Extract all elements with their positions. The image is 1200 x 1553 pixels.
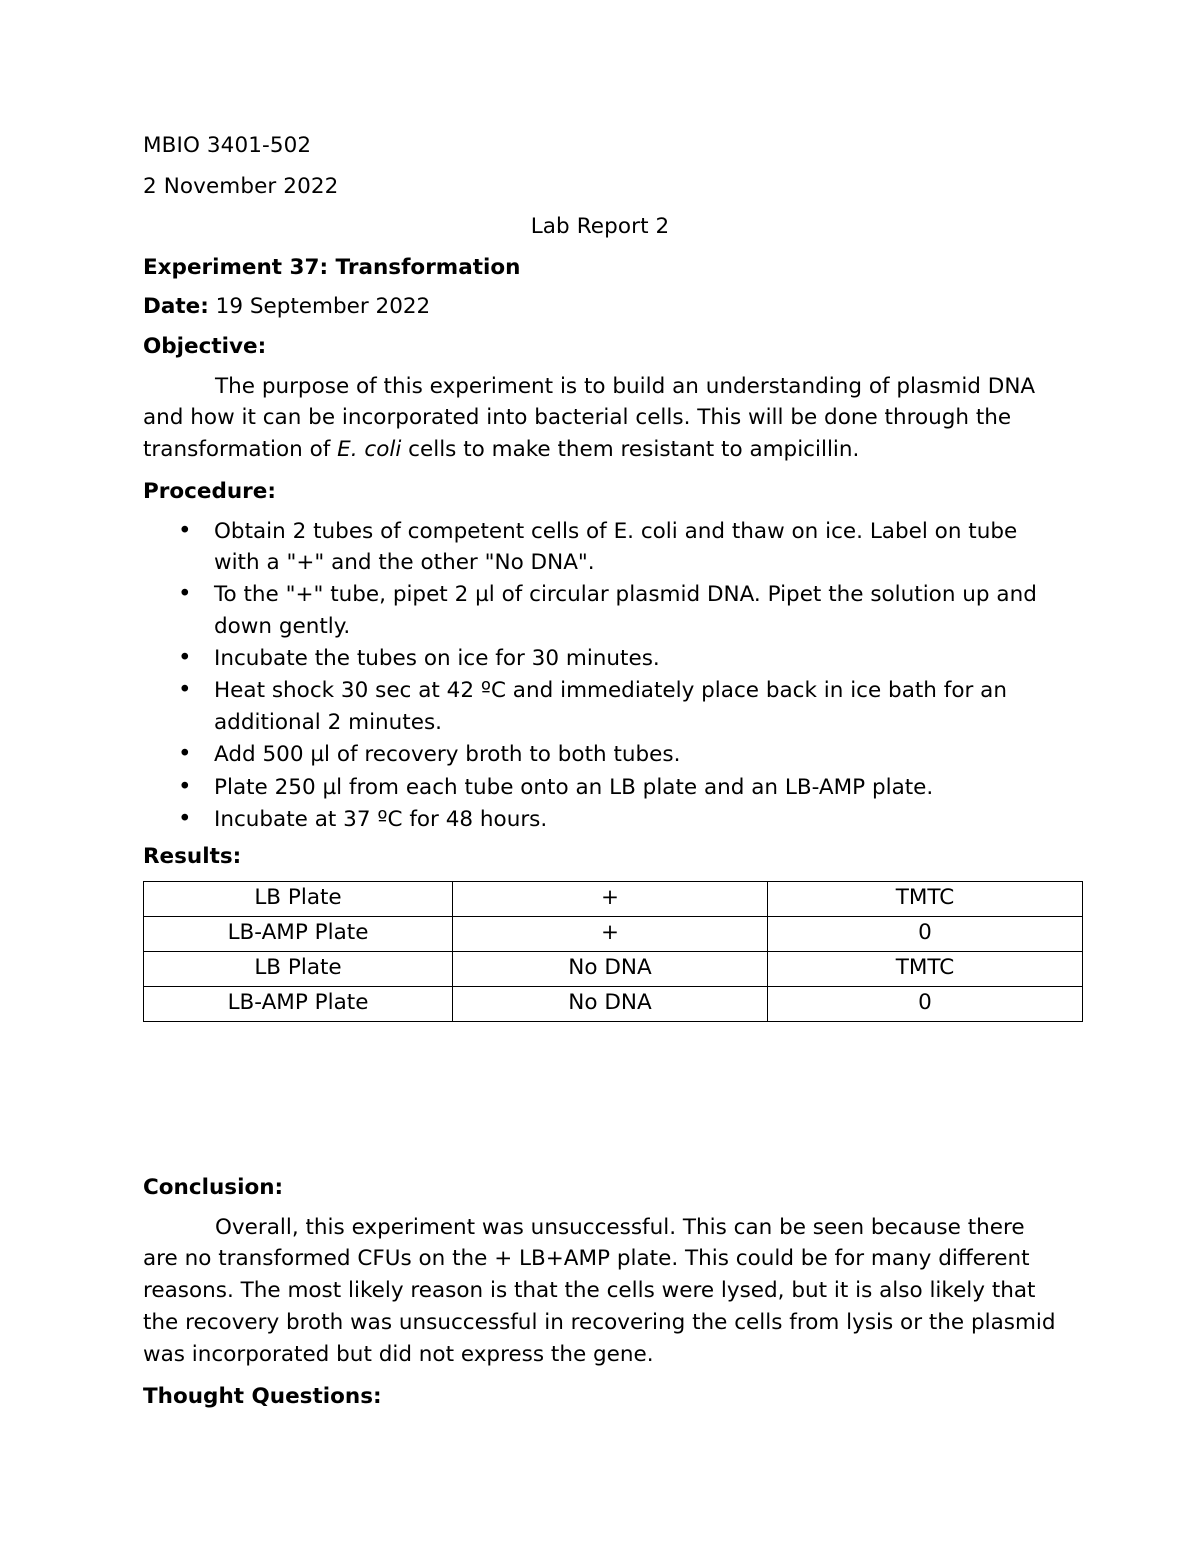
table-row [144, 881, 1083, 916]
report-title: Lab Report 2 [530, 214, 670, 240]
procedure-step: • Incubate the tubes on ice for 30 minutes. [143, 643, 1057, 674]
procedure-step: • Add 500 µl of recovery broth to both tubes. [143, 739, 1057, 770]
table-cell-condition: No DNA [453, 986, 768, 1021]
table-cell-count: 0 [768, 986, 1083, 1021]
table-cell-condition: + [453, 916, 768, 951]
thought-questions-heading: Thought Questions: [143, 1383, 382, 1409]
objective-text-part2: cells to make them resistant to ampicillin. [401, 437, 860, 463]
conclusion-text: Overall, this experiment was unsuccessful. This can be seen because there are no transformed CFUs on the + LB+AMP plate. This could be for many different reasons. The most likely reason is that the cells were lysed, but it is also likely that the recovery broth was unsuccessful in recovering the cells from lysis or the plasmid was incorporated but did not express the gene. [143, 1214, 1056, 1367]
table-cell-plate: LB-AMP Plate [144, 916, 453, 951]
procedure-step: • To the "+" tube, pipet 2 µl of circular plasmid DNA. Pipet the solution up and down gently. [143, 579, 1057, 642]
table-cell-condition: + [453, 881, 768, 916]
conclusion-heading: Conclusion: [143, 1174, 284, 1200]
procedure-step: • Heat shock 30 sec at 42 ºC and immediately place back in ice bath for an additional 2 minutes. [143, 675, 1057, 738]
table-cell-condition: No DNA [453, 951, 768, 986]
procedure-step: • Incubate at 37 ºC for 48 hours. [143, 804, 1057, 835]
objective-text-part1: The purpose of this experiment is to build an understanding of plasmid DNA and how it can be incorporated into bacterial cells. This will be done through the transformation of [143, 373, 1036, 463]
objective-paragraph [143, 371, 1057, 466]
experiment-date-value: 19 September 2022 [208, 294, 431, 320]
table-row [144, 951, 1083, 986]
results-heading: Results: [143, 844, 242, 870]
objective-italic-term: E. coli [337, 437, 402, 463]
results-table [143, 881, 1083, 1022]
experiment-date-label: Date: [143, 294, 209, 320]
course-code: MBIO 3401-502 [143, 133, 312, 158]
table-cell-plate: LB-AMP Plate [144, 986, 453, 1021]
table-cell-plate: LB Plate [144, 951, 453, 986]
objective-heading: Objective: [143, 333, 267, 359]
experiment-title: Experiment 37: Transformation [143, 254, 521, 280]
procedure-list [143, 516, 1057, 836]
procedure-heading: Procedure: [143, 479, 276, 504]
table-cell-count: TMTC [768, 951, 1083, 986]
table-row [144, 916, 1083, 951]
procedure-step: • Plate 250 µl from each tube onto an LB plate and an LB-AMP plate. [143, 772, 1057, 803]
experiment-date [143, 291, 1057, 323]
table-cell-count: TMTC [768, 881, 1083, 916]
submission-date: 2 November 2022 [143, 173, 339, 199]
procedure-step: • Obtain 2 tubes of competent cells of E. coli and thaw on ice. Label on tube with a "+" and the other "No DNA". [143, 516, 1057, 579]
conclusion-paragraph [143, 1212, 1057, 1371]
section-spacer [143, 1022, 1057, 1172]
table-row [144, 986, 1083, 1021]
table-cell-plate: LB Plate [144, 881, 453, 916]
table-cell-count: 0 [768, 916, 1083, 951]
